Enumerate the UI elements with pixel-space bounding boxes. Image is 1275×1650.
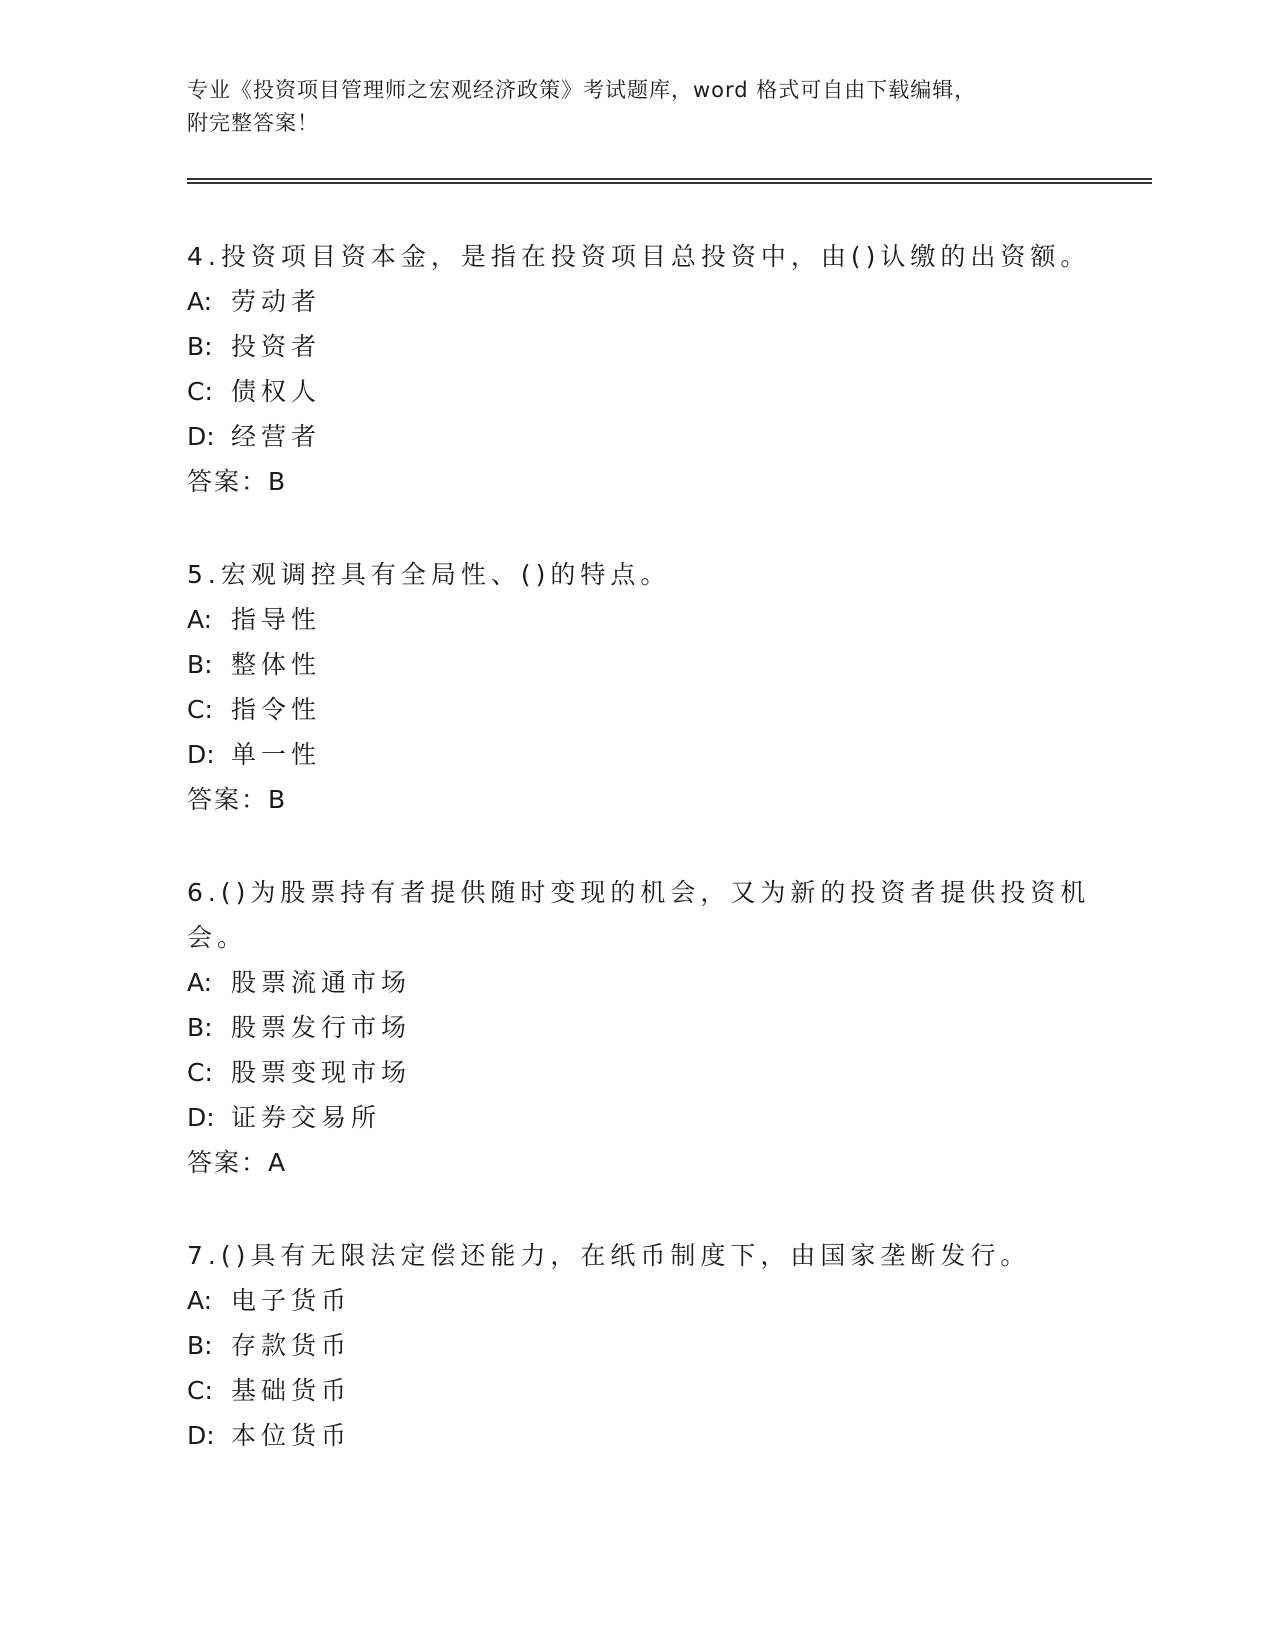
option-text: 劳动者	[231, 287, 322, 316]
option-d	[187, 414, 1152, 459]
option-letter: C:	[187, 695, 213, 724]
option-text: 指导性	[231, 605, 322, 634]
question-stem-line-2: 会。	[187, 923, 248, 952]
option-text: 基础货币	[231, 1376, 352, 1405]
option-text: 股票流通市场	[231, 968, 412, 997]
option-letter: D:	[187, 422, 215, 451]
option-text: 整体性	[231, 650, 322, 679]
answer-line: 答案：B	[187, 785, 288, 814]
option-d	[187, 1413, 1152, 1458]
option-c	[187, 687, 1152, 732]
option-letter: D:	[187, 1421, 215, 1450]
option-letter: A:	[187, 1286, 213, 1315]
option-letter: B:	[187, 650, 213, 679]
document-page	[187, 0, 1152, 1650]
option-a	[187, 960, 1152, 1005]
option-letter: C:	[187, 1058, 213, 1087]
question-stem-line-1: 6.()为股票持有者提供随时变现的机会，又为新的投资者提供投资机	[187, 878, 1091, 907]
question-6	[187, 870, 1152, 1185]
option-letter: C:	[187, 377, 213, 406]
option-text: 指令性	[231, 695, 322, 724]
option-a	[187, 1278, 1152, 1323]
question-4	[187, 234, 1152, 504]
document-header	[187, 74, 1067, 140]
option-a	[187, 279, 1152, 324]
option-text: 本位货币	[231, 1421, 352, 1450]
option-text: 存款货币	[231, 1331, 352, 1360]
option-text: 单一性	[231, 740, 322, 769]
option-letter: A:	[187, 605, 213, 634]
option-letter: A:	[187, 287, 213, 316]
option-b	[187, 1323, 1152, 1368]
option-letter: C:	[187, 1376, 213, 1405]
answer-line: 答案：B	[187, 467, 288, 496]
option-c	[187, 1368, 1152, 1413]
option-text: 电子货币	[231, 1286, 352, 1315]
option-text: 债权人	[231, 377, 322, 406]
header-divider	[187, 178, 1152, 184]
question-stem: 5.宏观调控具有全局性、()的特点。	[187, 560, 671, 589]
header-line-1: 专业《投资项目管理师之宏观经济政策》考试题库，word 格式可自由下载编辑，	[187, 78, 977, 102]
option-c	[187, 1050, 1152, 1095]
option-d	[187, 732, 1152, 777]
option-d	[187, 1095, 1152, 1140]
option-text: 投资者	[231, 332, 322, 361]
option-text: 证券交易所	[231, 1103, 382, 1132]
option-letter: D:	[187, 1103, 215, 1132]
header-line-2: 附完整答案！	[187, 111, 319, 135]
option-b	[187, 324, 1152, 369]
question-stem: 4.投资项目资本金，是指在投资项目总投资中，由()认缴的出资额。	[187, 242, 1091, 271]
question-5	[187, 552, 1152, 822]
option-text: 经营者	[231, 422, 322, 451]
question-stem: 7.()具有无限法定偿还能力，在纸币制度下，由国家垄断发行。	[187, 1241, 1031, 1270]
option-letter: D:	[187, 740, 215, 769]
option-letter: B:	[187, 332, 213, 361]
option-b	[187, 1005, 1152, 1050]
option-letter: B:	[187, 1013, 213, 1042]
option-c	[187, 369, 1152, 414]
option-text: 股票发行市场	[231, 1013, 412, 1042]
answer-line: 答案：A	[187, 1148, 288, 1177]
question-7	[187, 1233, 1152, 1458]
option-text: 股票变现市场	[231, 1058, 412, 1087]
option-a	[187, 597, 1152, 642]
option-b	[187, 642, 1152, 687]
option-letter: B:	[187, 1331, 213, 1360]
option-letter: A:	[187, 968, 213, 997]
